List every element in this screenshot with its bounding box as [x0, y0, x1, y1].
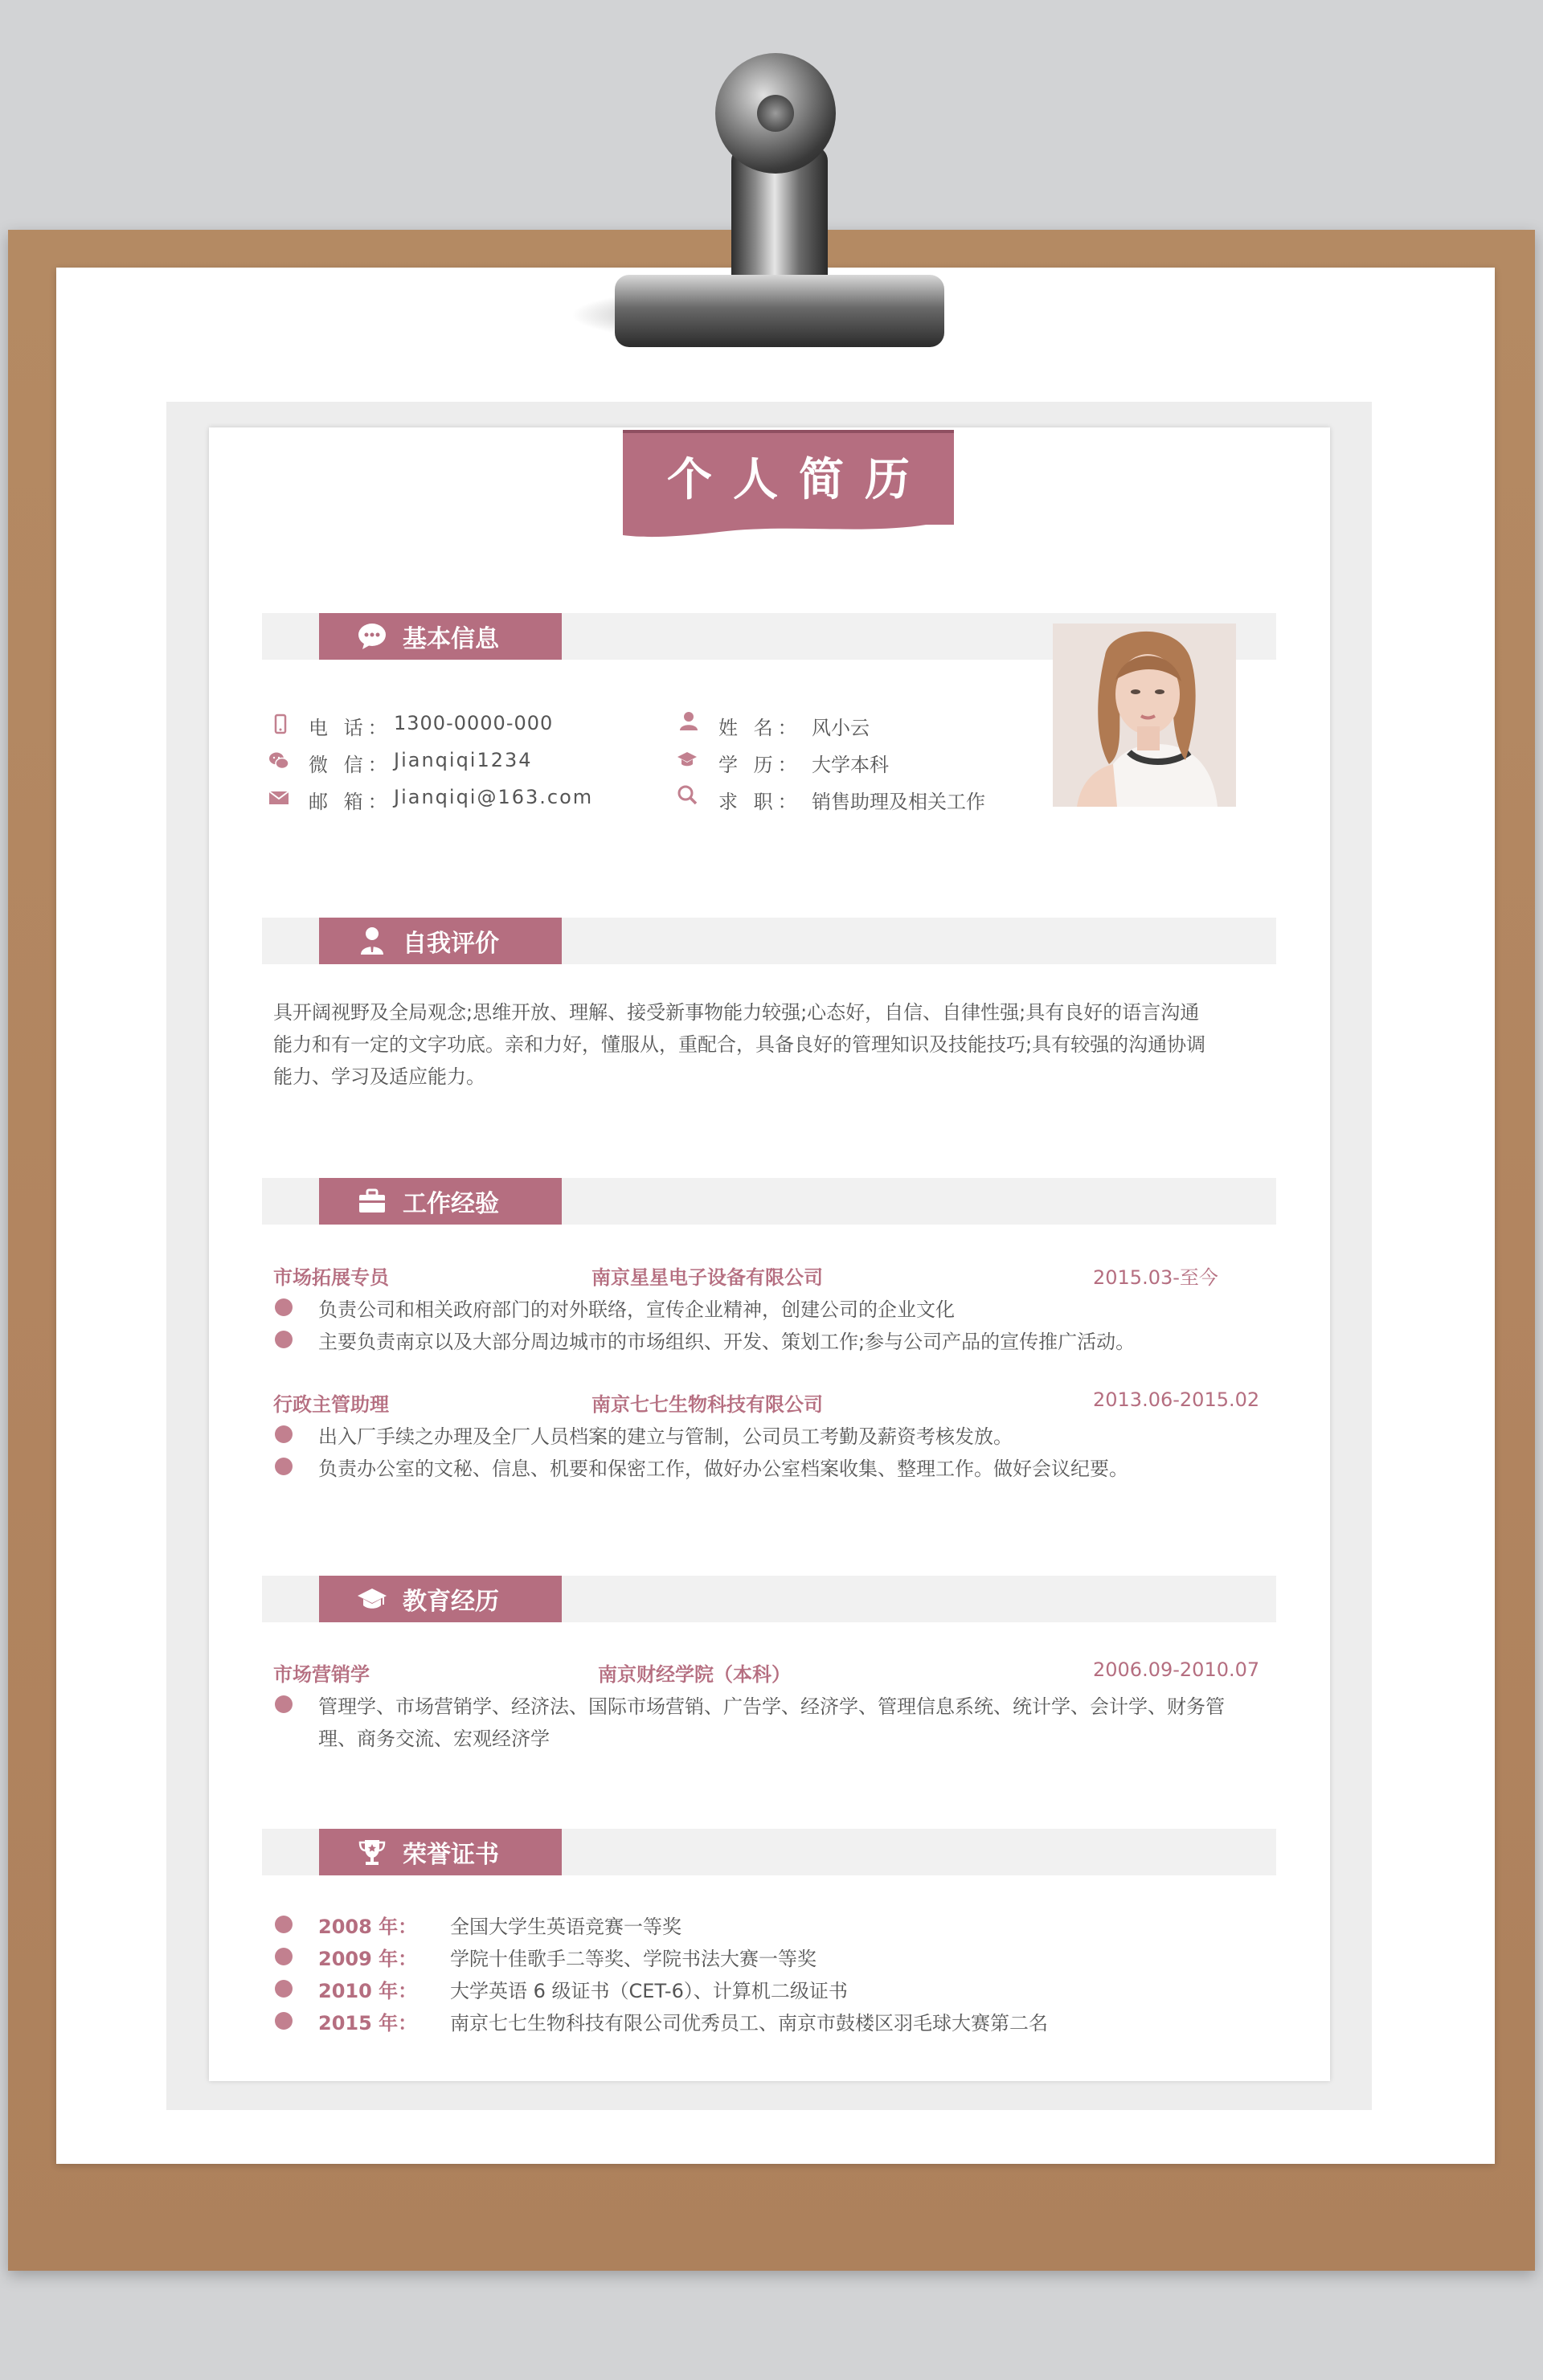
wechat-label: 微 信：	[309, 754, 392, 776]
work-period: 2013.06-2015.02	[1093, 1388, 1260, 1411]
education-label: 学 历：	[718, 754, 802, 776]
self-eval-line: 能力、学习及适应能力。	[273, 1065, 485, 1088]
email-label: 邮 箱：	[309, 791, 392, 813]
section-title-honor: 荣誉证书	[319, 1829, 562, 1875]
work-item: 出入厂手续之办理及全厂人员档案的建立与管制，公司员工考勤及薪资考核发放。	[318, 1425, 1013, 1448]
work-item: 主要负责南京以及大部分周边城市的市场组织、开发、策划工作;参与公司产品的宣传推广活动。	[318, 1331, 1136, 1353]
work-item: 负责办公室的文秘、信息、机要和保密工作，做好办公室档案收集、整理工作。做好会议纪要。	[318, 1458, 1128, 1480]
honor-year: 2010 年：	[318, 1980, 418, 2002]
edu-courses-line: 管理学、市场营销学、经济法、国际市场营销、广告学、经济学、管理信息系统、统计学、会计学、财务管	[318, 1695, 1225, 1718]
email-value: Jianqiqi@163.com	[394, 786, 594, 808]
search-icon	[677, 784, 698, 805]
honor-text: 南京七七生物科技有限公司优秀员工、南京市鼓楼区羽毛球大赛第二名	[450, 2012, 1048, 2034]
edu-courses-line: 理、商务交流、宏观经济学	[318, 1728, 550, 1750]
phone-label: 电 话：	[309, 717, 392, 739]
bullet-dot	[275, 1916, 293, 1933]
bullet-dot	[275, 1948, 293, 1965]
education-value: 大学本科	[812, 754, 889, 776]
wechat-value: Jianqiqi1234	[394, 749, 533, 771]
honor-year: 2015 年：	[318, 2012, 418, 2034]
work-position: 行政主管助理	[273, 1393, 389, 1416]
honor-text: 学院十佳歌手二等奖、学院书法大赛一等奖	[450, 1948, 817, 1970]
edu-major: 市场营销学	[273, 1663, 370, 1686]
section-title-education: 教育经历	[319, 1576, 562, 1622]
job-label: 求 职：	[718, 791, 802, 813]
title-wave-decoration	[623, 514, 954, 540]
profile-photo	[1053, 624, 1236, 807]
work-company: 南京星星电子设备有限公司	[591, 1266, 823, 1289]
honor-year: 2008 年：	[318, 1916, 418, 1938]
briefcase-icon	[356, 1185, 388, 1217]
wechat-icon	[268, 750, 289, 771]
honor-text: 全国大学生英语竞赛一等奖	[450, 1916, 681, 1938]
binder-clip	[579, 50, 948, 355]
phone-icon	[270, 714, 291, 734]
edu-period: 2006.09-2010.07	[1093, 1658, 1260, 1681]
resume-title: 个人简历	[623, 430, 954, 525]
bullet-dot	[275, 1980, 293, 1998]
self-eval-line: 能力和有一定的文字功底。亲和力好，懂服从，重配合，具备良好的管理知识及技能技巧;具有较强的沟通协调	[273, 1033, 1206, 1056]
work-company: 南京七七生物科技有限公司	[591, 1393, 823, 1416]
mail-icon	[268, 787, 289, 808]
bullet-dot	[275, 2012, 293, 2030]
self-eval-line: 具开阔视野及全局观念;思维开放、理解、接受新事物能力较强;心态好，自信、自律性强;具有良好的语言沟通	[273, 1001, 1200, 1024]
honor-text: 大学英语 6 级证书（CET-6）、计算机二级证书	[450, 1980, 848, 2002]
person-icon	[356, 925, 388, 957]
name-label: 姓 名：	[718, 717, 802, 739]
phone-value: 1300-0000-000	[394, 712, 554, 734]
bullet-dot	[275, 1331, 293, 1348]
bullet-dot	[275, 1298, 293, 1316]
edu-school: 南京财经学院（本科）	[598, 1663, 791, 1686]
section-title-self: 自我评价	[319, 918, 562, 964]
section-title-basic: 基本信息	[319, 613, 562, 660]
work-position: 市场拓展专员	[273, 1266, 389, 1289]
section-title-work: 工作经验	[319, 1178, 562, 1225]
honor-year: 2009 年：	[318, 1948, 418, 1970]
graduation-cap-icon	[677, 749, 698, 770]
user-icon	[678, 710, 699, 731]
chat-bubble-icon	[356, 620, 388, 652]
graduation-cap-icon	[356, 1583, 388, 1615]
trophy-icon	[356, 1836, 388, 1868]
bullet-dot	[275, 1425, 293, 1443]
job-value: 销售助理及相关工作	[812, 791, 985, 813]
bullet-dot	[275, 1695, 293, 1713]
self-eval-text	[273, 996, 1270, 1093]
work-period: 2015.03-至今	[1093, 1266, 1218, 1289]
bullet-dot	[275, 1458, 293, 1475]
work-item: 负责公司和相关政府部门的对外联络，宣传企业精神，创建公司的企业文化	[318, 1298, 955, 1321]
name-value: 风小云	[812, 717, 870, 739]
